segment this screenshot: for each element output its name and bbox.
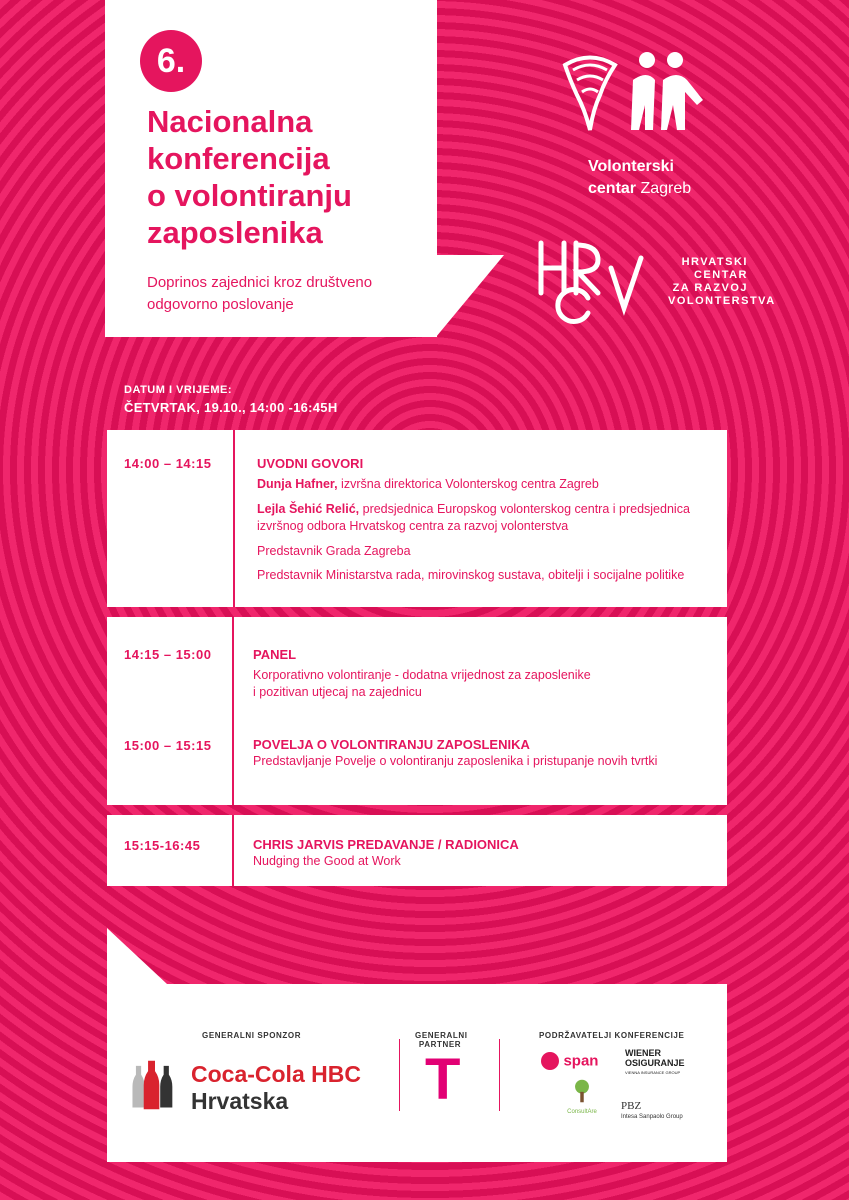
session-desc: Nudging the Good at Work — [253, 854, 401, 868]
vcz-line1: Volonterski — [588, 158, 674, 175]
tree-icon — [569, 1078, 595, 1104]
session-title: CHRIS JARVIS PREDAVANJE / RADIONICA — [253, 837, 519, 852]
session-title: UVODNI GOVORI — [257, 456, 364, 471]
sponsors-footer — [107, 984, 727, 1162]
session-desc: Korporativno volontiranje - dodatna vrijednost za zaposlenike — [253, 668, 591, 682]
span-logo — [541, 1052, 598, 1070]
footer-divider — [499, 1039, 500, 1111]
hrcv-logo-icon — [536, 238, 656, 333]
edition-number-badge: 6. — [140, 30, 202, 92]
wiener-sub: VIENNA INSURANCE GROUP — [625, 1070, 681, 1075]
volonterski-centar-logo-icon — [555, 50, 715, 150]
pbz-logo — [621, 1096, 683, 1120]
session-time: 15:00 – 15:15 — [124, 738, 212, 753]
session-desc: i pozitivan utjecaj na zajednicu — [253, 685, 422, 699]
telekom-logo-icon: T — [425, 1047, 461, 1112]
speaker-line — [257, 476, 599, 493]
page-title — [147, 103, 417, 251]
speaker-role-cont: izvršnog odbora Hrvatskog centra za razvoj volonterstva — [257, 519, 569, 533]
title-line: Nacionalna — [147, 104, 313, 139]
wiener-logo — [625, 1048, 685, 1078]
program-block-1 — [107, 430, 727, 607]
session-desc: Predstavljanje Povelje o volontiranju zaposlenika i pristupanje novih tvrtki — [253, 754, 658, 768]
session-title: PANEL — [253, 647, 297, 662]
pbz-logo-text: PBZ — [621, 1100, 642, 1112]
subtitle: Doprinos zajednici kroz društveno odgovorno poslovanje — [147, 274, 373, 313]
volonterski-centar-wordmark — [588, 156, 691, 200]
pbz-sub: Intesa Sanpaolo Group — [621, 1114, 683, 1120]
speaker-line: Predstavnik Ministarstva rada, mirovinskog sustava, obitelji i socijalne politike — [257, 568, 685, 582]
vcz-line2-bold: centar — [588, 180, 637, 197]
sponsor-name-line1: Coca-Cola HBC — [191, 1061, 361, 1087]
program-block-3 — [107, 815, 727, 886]
coca-cola-bottles-icon — [129, 1056, 181, 1114]
vcz-line2 — [588, 178, 691, 200]
date-label: DATUM I VRIJEME: — [124, 384, 233, 396]
vcz-line2-rest: Zagreb — [636, 180, 692, 197]
speaker-name: Lejla Šehić Relić, — [257, 502, 360, 516]
hrcv-wordmark — [668, 256, 776, 308]
speaker-role: izvršna direktorica Volonterskog centra Zagreb — [337, 477, 599, 491]
divider — [232, 617, 234, 805]
session-title: POVELJA O VOLONTIRANJU ZAPOSLENIKA — [253, 737, 530, 752]
footer-divider — [399, 1039, 400, 1111]
session-time: 14:15 – 15:00 — [124, 647, 212, 662]
speaker-name: Dunja Hafner, — [257, 477, 338, 491]
sponsor-name-line2: Hrvatska — [191, 1088, 289, 1114]
header-card-corner — [436, 255, 504, 337]
hrcv-line: ZA RAZVOJ — [672, 282, 748, 294]
speaker-line: Predstavnik Grada Zagreba — [257, 544, 411, 558]
title-line: o volontiranju — [147, 178, 352, 213]
divider — [232, 815, 234, 886]
consultare-logo — [562, 1078, 602, 1115]
supporters-label: PODRŽAVATELJI KONFERENCIJE — [539, 1031, 685, 1040]
partner-label-line: PARTNER — [418, 1040, 462, 1049]
consultare-text: ConsultAre — [567, 1109, 597, 1115]
wiener-line: OSIGURANJE — [625, 1058, 685, 1068]
session-time: 15:15-16:45 — [124, 838, 201, 853]
partner-label-line: GENERALNI — [415, 1031, 468, 1040]
title-line: konferencija — [147, 141, 330, 176]
date-value: ČETVRTAK, 19.10., 14:00 -16:45H — [124, 400, 338, 415]
hrcv-line: VOLONTERSTVA — [668, 295, 776, 307]
wiener-line: WIENER — [625, 1048, 661, 1058]
span-logo-icon — [541, 1052, 559, 1070]
hrcv-line: CENTAR — [693, 269, 748, 281]
speaker-line — [257, 501, 690, 518]
sponsor-label: GENERALNI SPONZOR — [202, 1031, 302, 1040]
title-line: zaposlenika — [147, 215, 323, 250]
session-time: 14:00 – 14:15 — [124, 456, 212, 471]
divider — [233, 430, 235, 607]
span-logo-text: span — [563, 1052, 599, 1070]
footer-corner — [107, 928, 167, 984]
speaker-role: predsjednica Europskog volonterskog centra i predsjednica — [359, 502, 690, 516]
program-block-2 — [107, 617, 727, 805]
hrcv-line: HRVATSKI — [681, 256, 748, 268]
